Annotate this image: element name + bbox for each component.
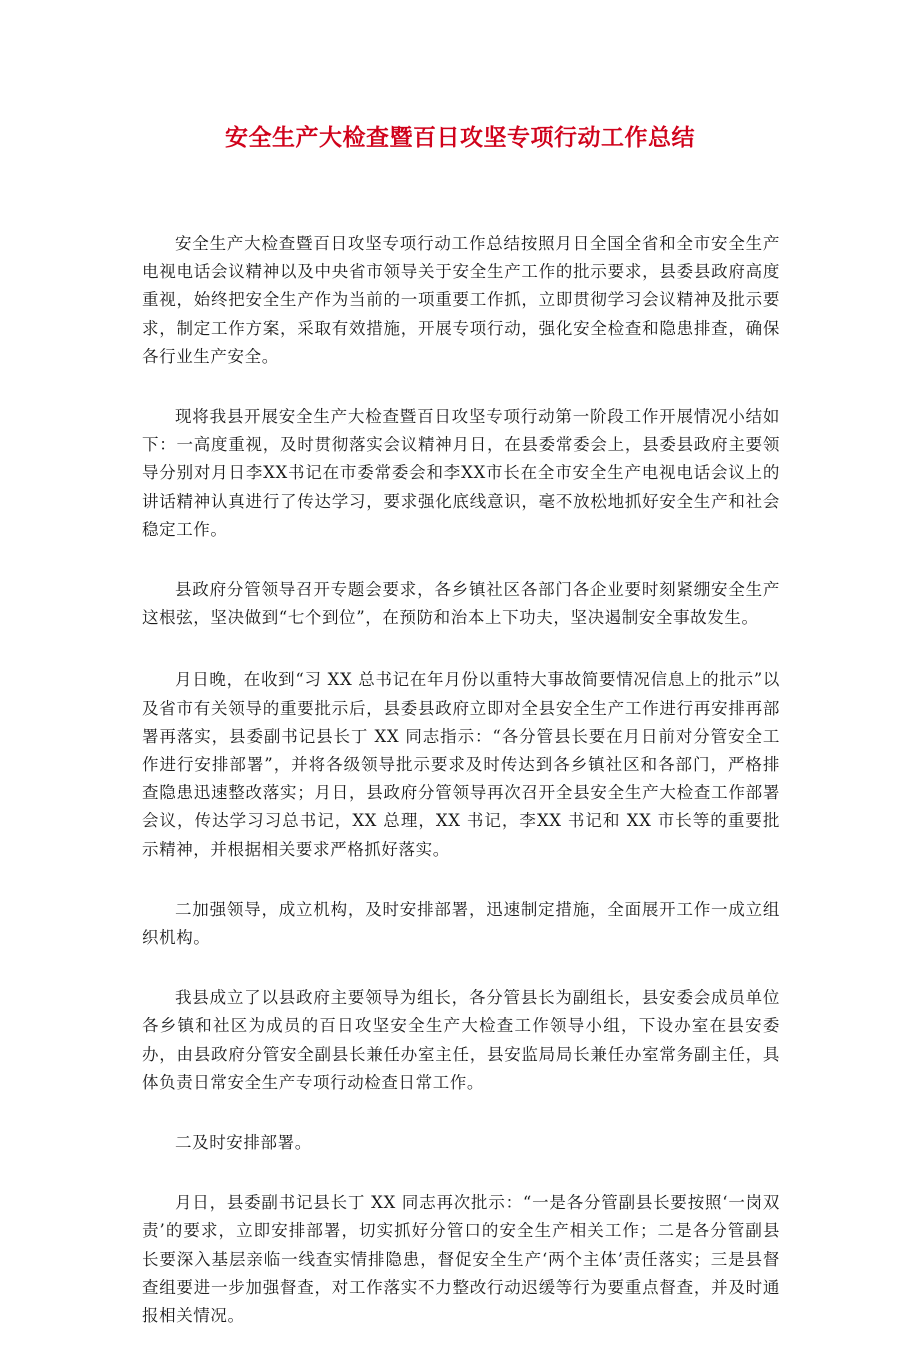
paragraph-intro: 安全生产大检查暨百日攻坚专项行动工作总结按照月日全国全省和全市安全生产电视电话会议精神以及中央省市领导关于安全生产工作的批示要求，县委县政府高度重视，始终把安全生产作为当前的一项重要工作抓，立即贯彻学习会议精神及批示要求，制定工作方案，采取有效措施，开展专项行动，强化安全检查和隐患排查，确保各行业生产安全。 xyxy=(142,234,780,366)
document-title: 安全生产大检查暨百日攻坚专项行动工作总结 xyxy=(225,125,695,151)
paragraph-county-meeting: 县政府分管领导召开专题会要求，各乡镇社区各部门各企业要时刻紧绷安全生产这根弦，坚决做到“七个到位”，在预防和治本上下功夫，坚决遏制安全事故发生。 xyxy=(142,580,780,628)
paragraph-section-deployment: 二及时安排部署。 xyxy=(175,1133,312,1153)
paragraph-deputy-instructions: 月日，县委副书记县长丁 XX 同志再次批示：“一是各分管副县长要按照‘一岗双责’的要求，立即安排部署，切实抓好分管口的安全生产相关工作；二是各分管副县长要深入基层亲临一线查实情排隐患，督促安全生产‘两个主体’责任落实；三是县督查组要进一步加强督查，对工作落实不力整改行动迟缓等行为要重点督查，并及时通报相关情况。 xyxy=(142,1193,780,1326)
paragraph-section-leadership: 二加强领导，成立机构，及时安排部署，迅速制定措施，全面展开工作一成立组织机构。 xyxy=(142,899,780,948)
paragraph-summary: 现将我县开展安全生产大检查暨百日攻坚专项行动第一阶段工作开展情况小结如下：一高度重视，及时贯彻落实会议精神月日，在县委常委会上，县委县政府主要领导分别对月日李XX书记在市委常委会和李XX市长在全市安全生产电视电话会议上的讲话精神认真进行了传达学习，要求强化底线意识，毫不放松地抓好安全生产和社会稳定工作。 xyxy=(142,407,780,539)
paragraph-instructions: 月日晚，在收到“习 XX 总书记在年月份以重特大事故简要情况信息上的批示”以及省市有关领导的重要批示后，县委县政府立即对全县安全生产工作进行再安排再部署再落实，县委副书记县长丁 XX 同志指示：“各分管县长要在月日前对分管安全工作进行安排部署”，并将各级领导批示要求及时传达到各乡镇社区和各部门，严格排查隐患迅速整改落实；月日，县政府分管领导再次召开全县安全生产大检查工作部署会议，传达学习习总书记，XX 总理，XX 书记，李XX 书记和 XX 市长等的重要批示精神，并根据相关要求严格抓好落实。 xyxy=(142,670,780,859)
document-body xyxy=(142,230,780,1362)
paragraph-organization: 我县成立了以县政府主要领导为组长，各分管县长为副组长，县安委会成员单位各乡镇和社区为成员的百日攻坚安全生产大检查工作领导小组，下设办室在县安委办，由县政府分管安全副县长兼任办室主任，县安监局局长兼任办室常务副主任，具体负责日常安全生产专项行动检查日常工作。 xyxy=(142,988,780,1092)
